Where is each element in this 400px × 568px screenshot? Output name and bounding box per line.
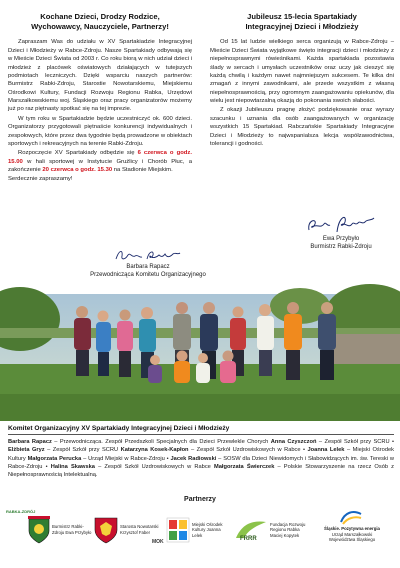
committee-member-name: Halina Skawska bbox=[50, 463, 95, 470]
committee-member-name: Anna Czyszczoń bbox=[270, 439, 317, 445]
committee-member-name: Elżbieta Gryz bbox=[8, 447, 45, 454]
invitation-heading bbox=[8, 12, 192, 31]
partner-label: Starosta Nowotarski Krzysztof Faber bbox=[120, 524, 159, 535]
committee-member-name: Barbara Rapacz bbox=[8, 439, 52, 445]
przybylo-role: Burmistrz Rabki-Zdroju bbox=[310, 243, 372, 250]
jubilee-paragraph-1: Od 15 lat ludzie wielkiego serca organizują w Rabce-Zdroju – Mieście Dzieci Świata wyjątkowe święto integracji dzieci i młodzieży z niepełnosprawnymi rówieśnikami. Każda spartakiada pozostawia ślady w sercach i umysłach uczestników oraz uczy jak cieszyć się każdą chwilą i każdym nawet najmniejszym sukcesem. Te kilka dni zmagań z innymi zawodnikami, ale przede wszystkim z własną niepełnosprawnością, przy ogromnym zaangażowaniu opiekunów, dla wielu jest niepowtarzalną okazją do pokonania swoich słabości. bbox=[210, 39, 394, 105]
rapacz-signature-block bbox=[88, 246, 208, 280]
partner-slaskie bbox=[318, 508, 384, 552]
para3-text-a: Rozpoczęcie XV Spartakiady odbędzie się bbox=[18, 150, 138, 157]
partner-label: Fundacja Rozwoju Regionu Rabka Maciej Kopytek bbox=[270, 521, 306, 538]
coat-of-arms-rabka-icon bbox=[28, 516, 50, 544]
committee-member-desc: – Urząd Miejski w Rabce-Zdroju • bbox=[81, 455, 171, 462]
closing-date: 20 czerwca o godz. 15.30 bbox=[42, 167, 113, 174]
partner-label: Burmistrz Rabki-Zdroju Ewa Przybyło bbox=[52, 524, 92, 535]
committee-member-name: Joanna Lelek bbox=[307, 447, 345, 454]
przybylo-signature-block bbox=[286, 212, 396, 252]
rapacz-handwritten-signature bbox=[113, 246, 183, 264]
committee-member-name: Katarzyna Kosek-Kapłon bbox=[120, 447, 189, 454]
committee-member-desc: – Zespół Szkół Uzdrowiskowych w Rabce bbox=[94, 463, 211, 470]
opening-date: 6 czerwca o godz. 15.00 bbox=[8, 150, 192, 165]
committee-members bbox=[8, 438, 394, 479]
slaskie-slogan: Śląskie. Pozytywna energia bbox=[324, 526, 380, 531]
mok-logo-icon bbox=[166, 516, 190, 544]
jubilee-column bbox=[210, 12, 394, 149]
committee-member-desc: – Zespół Szkół przy SCRU • bbox=[316, 439, 394, 445]
committee-title: Komitet Organizacyjny XV Spartakiady Integracyjnej Dzieci i Młodzieży bbox=[8, 425, 394, 435]
svg-text:MOK: MOK bbox=[152, 539, 164, 545]
committee-member-desc: – Zespół Szkół przy SCRU bbox=[44, 447, 119, 454]
partners-title: Partnerzy bbox=[184, 496, 216, 503]
rapacz-role: Przewodnicząca Komitetu Organizacyjnego bbox=[90, 271, 206, 278]
invitation-paragraph-3 bbox=[8, 149, 192, 174]
partner-label: Urząd Marszałkowski Województwa Śląskiego bbox=[328, 531, 376, 543]
group-photo bbox=[0, 294, 400, 421]
invitation-paragraph-1: Zapraszam Was do udziału w XV Spartakiadzie Integracyjnej Dzieci i Młodzieży w Rabce-Zdroju. Nasze Spartakiady odbywają się w Mieście Dzieci Świata od 2003 r. Co roku biorą w nich udział dzieci i młodzież z placówek oświatowych działających w tutejszych podmiotach leczniczych. Dzięki wsparciu naszych partnerów: Burmistrz Rabki-Zdroju, Starostie Nowotarskiemu, Miejskiemu Ośrodkowi Kultury, Fundacji Rozwoju Regionu Rabka, Urzędowi Marszałkowskiemu woj. Śląskiego oraz pracy organizatorów możemy już po raz piętnasty spotkać się na tej imprezie. bbox=[8, 39, 192, 113]
coat-of-arms-nowy-targ-icon bbox=[94, 516, 118, 544]
jubilee-paragraph-2: Z okazji Jubileuszu pragnę złożyć podziękowanie oraz wyrazy szacunku i uznania dla osób zaangażowanych w organizację wszystkich 15 Spartakiad. Rabczańskie Spartakiady Integracyjne Dzieci i Młodzieży to najwspanialsza lekcja współzawodnictwa, tolerancji i godności. bbox=[210, 107, 394, 147]
frrr-logo-text: FRRR bbox=[240, 536, 257, 542]
committee-member-desc: – Polskie Stowarzyszenie na rzecz Osób z Niepełnosprawnością Intelektualną. bbox=[8, 463, 395, 479]
partners-section bbox=[0, 496, 400, 545]
przybylo-handwritten-signature bbox=[305, 212, 377, 236]
invitation-heading-line2: Wychowawcy, Nauczyciele, Partnerzy! bbox=[31, 21, 169, 31]
rapacz-name: Barbara Rapacz bbox=[126, 264, 170, 270]
committee-section bbox=[8, 425, 394, 479]
para3-text-c: na Stadionie Miejskim. bbox=[112, 167, 173, 174]
committee-member-desc: – Przewodnicząca. Zespół Przedszkoli Specjalnych dla Dzieci Przewlekle Chorych bbox=[51, 439, 269, 445]
committee-member-desc: – Zespół Szkół Uzdrowiskowych w Rabce • bbox=[188, 447, 308, 454]
partner-burmistrz bbox=[28, 508, 94, 552]
jubilee-heading-line2: Integracyjnej Dzieci i Młodzieży bbox=[245, 21, 359, 31]
invitation-paragraph-2: W tym roku w Spartakiadzie będzie uczestniczyć ok. 600 dzieci. Organizatorzy przygotowali piętnaście konkurencji indywidualnych i zespołowych, które przez dwa tygodnie będą prowadzone w obiektach sportowych i rekreacyjnych na terenie Rabki-Zdroju. bbox=[8, 115, 192, 147]
committee-member-desc: – SOSW dla Dzieci Niewidomych i Słabowidzących im. św. Tereski w Rabce-Zdroju • bbox=[8, 455, 395, 470]
mok-wordmark bbox=[152, 536, 166, 546]
svg-text:RABKA-ZDRÓJ: RABKA-ZDRÓJ bbox=[6, 509, 36, 514]
committee-member-desc: – Miejski Ośrodek Kultury bbox=[8, 447, 394, 462]
frrr-logo-icon bbox=[234, 518, 268, 542]
rabka-wordmark bbox=[6, 506, 36, 516]
partner-frrr bbox=[234, 508, 310, 552]
slaskie-logo-icon bbox=[337, 508, 365, 526]
committee-member-name: Jacek Radiowski bbox=[170, 455, 217, 462]
jubilee-heading bbox=[210, 12, 394, 31]
jubilee-heading-line1: Jubileusz 15-lecia Spartakiady bbox=[247, 12, 357, 21]
invitation-greeting: Serdecznie zapraszamy! bbox=[8, 176, 73, 183]
invitation-heading-line1: Kochane Dzieci, Drodzy Rodzice, bbox=[40, 12, 160, 21]
committee-member-name: Małgorzata Świerczek bbox=[214, 463, 275, 470]
committee-member-name: Małgorzata Perucka bbox=[27, 455, 82, 462]
para3-text-b: w hali sportowej w Instytucie Gruźlicy i Chorób Płuc, a zakończenie bbox=[8, 158, 192, 174]
partner-mok bbox=[166, 508, 224, 552]
partner-label: Miejski Ośrodek Kultury Joanna Lelek bbox=[192, 521, 223, 538]
przybylo-name: Ewa Przybyło bbox=[322, 236, 360, 242]
invitation-column bbox=[8, 12, 192, 182]
